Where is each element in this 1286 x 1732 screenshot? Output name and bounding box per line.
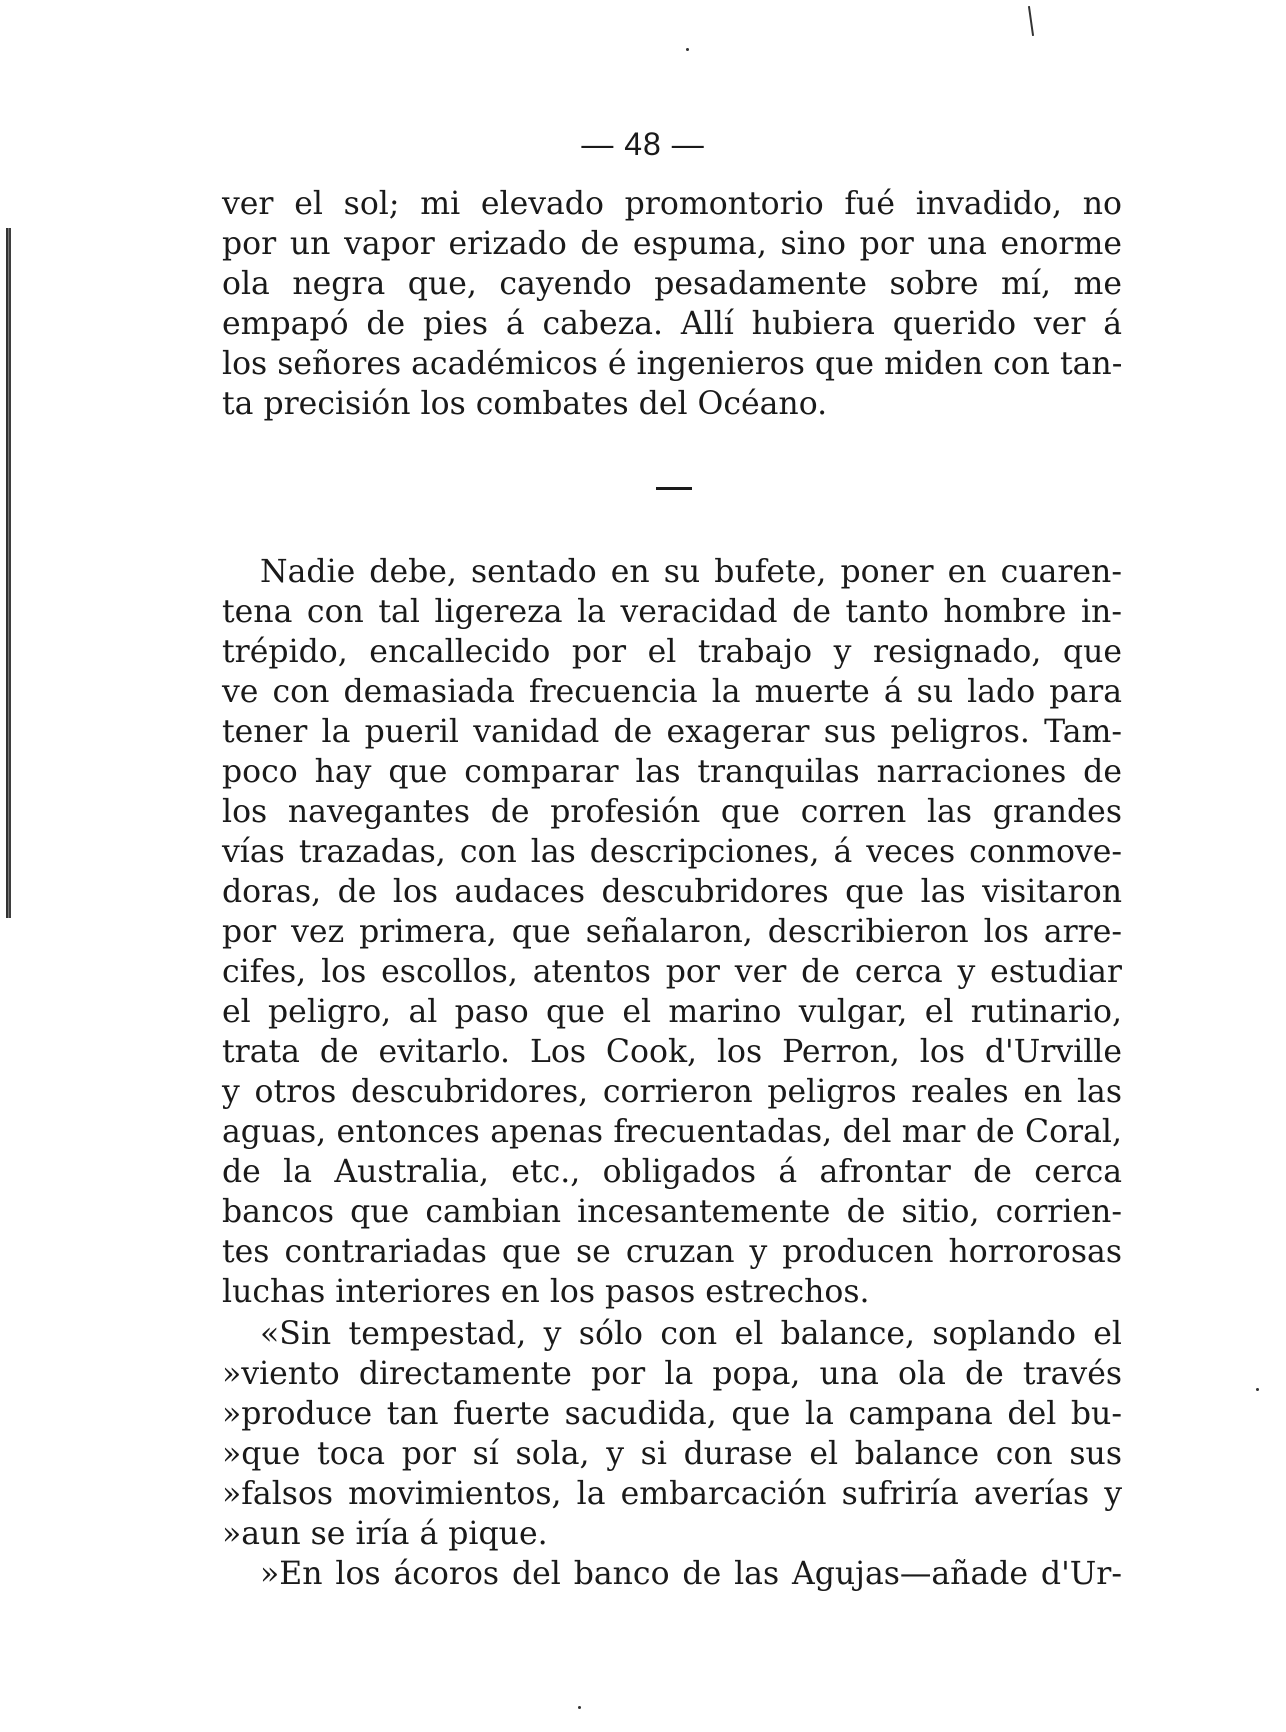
binding-edge: [6, 228, 11, 918]
text-line: »viento directamente por la popa, una ola de través: [222, 1356, 1122, 1392]
text-line: los navegantes de profesión que corren las grandes: [222, 794, 1122, 830]
text-line: doras, de los audaces descubridores que las visitaron: [222, 874, 1122, 910]
paragraph: [222, 1554, 1122, 1594]
text-line: »que toca por sí sola, y si durase el balance con sus: [222, 1436, 1122, 1472]
text-line: bancos que cambian incesantemente de sitio, corrien-: [222, 1194, 1122, 1230]
text-line: ve con demasiada frecuencia la muerte á su lado para: [222, 674, 1122, 710]
text-line: ver el sol; mi elevado promontorio fué invadido, no: [222, 186, 1122, 222]
text-line: por vez primera, que señalaron, describieron los arre-: [222, 914, 1122, 950]
text-line: empapó de pies á cabeza. Allí hubiera querido ver á: [222, 306, 1122, 342]
text-line: y otros descubridores, corrieron peligros reales en las: [222, 1074, 1122, 1110]
text-line: por un vapor erizado de espuma, sino por una enorme: [222, 226, 1122, 262]
text-line: trata de evitarlo. Los Cook, los Perron, los d'Urville: [222, 1034, 1122, 1070]
text-line: «Sin tempestad, y sólo con el balance, soplando el: [260, 1316, 1122, 1352]
text-line: aguas, entonces apenas frecuentadas, del mar de Coral,: [222, 1114, 1122, 1150]
text-line: »produce tan fuerte sacudida, que la campana del bu-: [222, 1396, 1122, 1432]
text-line: vías trazadas, con las descripciones, á veces conmove-: [222, 834, 1122, 870]
scan-speck: [1256, 1388, 1259, 1391]
text-line: »falsos movimientos, la embarcación sufriría averías y: [222, 1476, 1122, 1512]
text-line: ola negra que, cayendo pesadamente sobre mí, me: [222, 266, 1122, 302]
text-line: ta precisión los combates del Océano.: [222, 386, 828, 422]
text-line: el peligro, al paso que el marino vulgar, el rutinario,: [222, 994, 1122, 1030]
text-line: luchas interiores en los pasos estrechos.: [222, 1274, 870, 1310]
quotation-paragraph: [222, 1314, 1122, 1554]
text-line: tena con tal ligereza la veracidad de tanto hombre in-: [222, 594, 1122, 630]
scan-speck: [578, 1706, 581, 1709]
text-line: tes contrariadas que se cruzan y producen horrorosas: [222, 1234, 1122, 1270]
scan-speck: [1028, 6, 1034, 36]
paragraph: [222, 552, 1122, 1312]
scan-speck: [686, 48, 689, 51]
text-line: »En los ácoros del banco de las Agujas—añade d'Ur-: [260, 1556, 1122, 1592]
text-line: tener la pueril vanidad de exagerar sus peligros. Tam-: [222, 714, 1122, 750]
text-line: los señores académicos é ingenieros que miden con tan-: [222, 346, 1123, 382]
text-line: Nadie debe, sentado en su bufete, poner en cuaren-: [260, 554, 1122, 590]
text-line: poco hay que comparar las tranquilas narraciones de: [222, 754, 1122, 790]
text-line: trépido, encallecido por el trabajo y resignado, que: [222, 634, 1122, 670]
text-line: »aun se iría á pique.: [222, 1516, 548, 1552]
paragraph-continuation: [222, 184, 1122, 424]
section-divider: [656, 487, 692, 490]
page-number: — 48 —: [581, 126, 705, 162]
text-line: cifes, los escollos, atentos por ver de cerca y estudiar: [222, 954, 1122, 990]
text-line: de la Australia, etc., obligados á afrontar de cerca: [222, 1154, 1122, 1190]
